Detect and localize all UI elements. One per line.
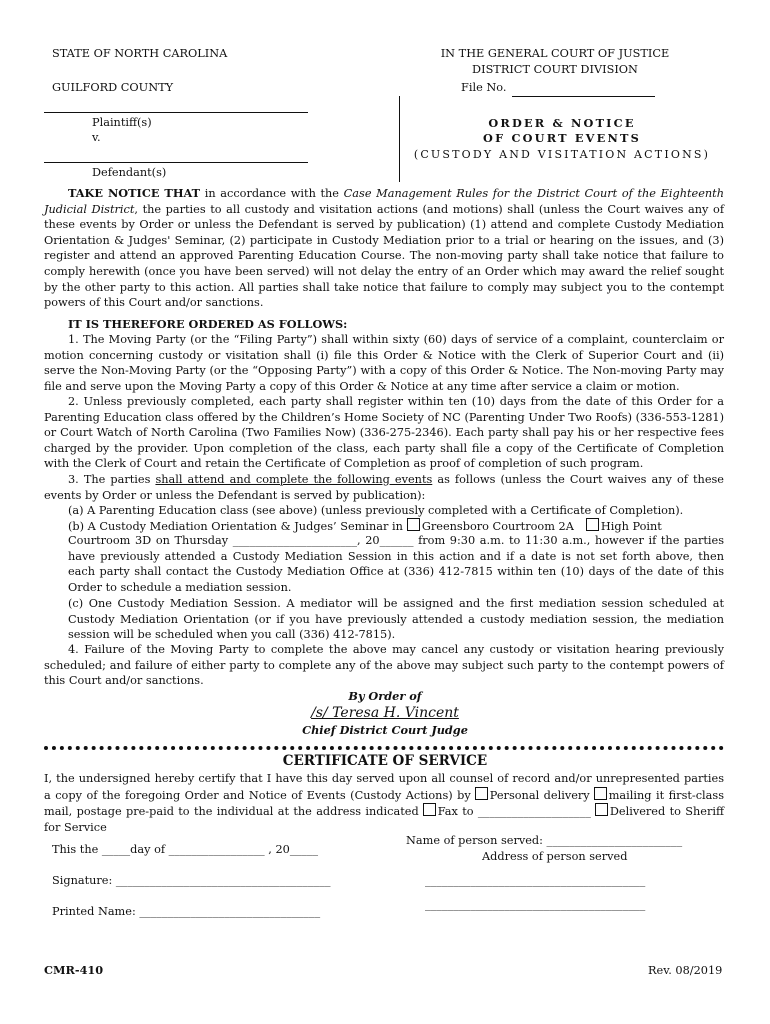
caption-divider	[399, 96, 400, 182]
cut-line-divider	[44, 746, 724, 750]
court-name: IN THE GENERAL COURT OF JUSTICE	[440, 47, 670, 60]
address-line-2-field[interactable]: _______________________________________	[425, 898, 646, 911]
attend-events-underlined: shall attend and complete the following events	[155, 473, 433, 486]
sub-item-c: (c) One Custody Mediation Session. A mediator will be assigned and the first mediation session scheduled at Custody Mediation Orientation (or if you have previously attended a custody mediation session, the mediation session will be scheduled when you call (336) 412-7815).	[68, 597, 724, 641]
state-label: STATE OF NORTH CAROLINA	[52, 47, 228, 60]
sub-item-a: (a) A Parenting Education class (see above) (unless previously completed with a Certificate of Completion).	[68, 504, 684, 517]
file-no-field[interactable]	[512, 96, 655, 97]
plaintiff-label: Plaintiff(s)	[92, 116, 152, 129]
certificate-text: I, the undersigned hereby certify that I have this day served upon all counsel of record and/or unrepresented parties a copy of the foregoing Order and Notice of Events (Custody Actions) by Personal delivery mailing it first-class mail, postage pre-paid to the individual at the address indicated Fax to ____________________ Delivered to Sheriff for Service	[44, 772, 725, 834]
fax-checkbox[interactable]	[423, 803, 436, 816]
address-served-label: Address of person served	[482, 850, 628, 863]
personal-delivery-checkbox[interactable]	[475, 787, 488, 800]
order-title-line1: ORDER & NOTICE	[488, 116, 636, 130]
judge-title: Chief District Court Judge	[302, 723, 468, 737]
court-division: DISTRICT COURT DIVISION	[472, 63, 638, 76]
take-notice-paragraph: TAKE NOTICE THAT in accordance with the Case Management Rules for the District Court of the Eighteenth Judicial District, the parties to all custody and visitation actions (and motions) shall (unless the Court waives any of these events by Order or unless the Defendant is served by publication) (1) attend and complete Custody Mediation Orientation & Judges' Seminar, (2) participate in Custody Mediation prior to a trial or hearing on the issues, and (3) register and attend an approved Parenting Education Course. The non-moving party shall take notice that failure to comply herewith (once you have been served) will not delay the entry of an Order which may award the relief sought by the other party to this action. All parties shall take notice that failure to comply may subject you to the contempt powers of this Court and/or sanctions.	[44, 186, 724, 310]
order-item-1: 1. The Moving Party (or the “Filing Party”) shall within sixty (60) days of service of a complaint, counterclaim or motion concerning custody or visitation shall (i) file this Order & Notice with the Clerk of Superior Court and (ii) serve the Non-Moving Party (or the “Opposing Party”) with a copy of this Order & Notice. The Non-moving Party may file and serve upon the Moving Party a copy of this Order & Notice at any time after service a claim or motion.	[44, 333, 724, 393]
form-number: CMR-410	[44, 963, 104, 977]
mail-checkbox[interactable]	[594, 787, 607, 800]
judge-signature: /s/ Teresa H. Vincent	[311, 705, 459, 721]
file-no-label: File No.	[461, 81, 507, 94]
take-notice-lead: TAKE NOTICE THAT	[68, 186, 201, 200]
high-point-checkbox[interactable]	[586, 518, 599, 531]
order-title-line3: (CUSTODY AND VISITATION ACTIONS)	[413, 148, 711, 161]
sub-item-b-text: Courtroom 3D on Thursday ______________________, 20______ from 9:30 a.m. to 11:30 a.m., however if the parties have previously attended a Custody Mediation Session in this action and if a date is not set forth above, then each party shall contact the Custody Mediation Office at (336) 412-7815 within ten (10) days of the date of this Order to schedule a mediation session.	[68, 534, 724, 594]
printed-name-field[interactable]: Printed Name: ________________________________	[52, 905, 321, 918]
greensboro-option-label: Greensboro Courtroom 2A	[421, 520, 574, 533]
by-order-label: By Order of	[348, 689, 422, 703]
this-the-date-field[interactable]: This the _____day of _________________ , 20_____	[52, 843, 319, 856]
sub-item-b-line1: (b) A Custody Mediation Orientation & Judges’ Seminar in Greensboro Courtroom 2A High Point	[68, 520, 662, 533]
order-title-line2: OF COURT EVENTS	[483, 131, 641, 145]
ordered-heading: IT IS THEREFORE ORDERED AS FOLLOWS:	[68, 317, 348, 331]
defendant-name-field[interactable]	[44, 162, 308, 163]
name-served-field[interactable]: Name of person served: ________________________	[406, 834, 683, 847]
certificate-heading: CERTIFICATE OF SERVICE	[282, 753, 488, 769]
sheriff-checkbox[interactable]	[595, 803, 608, 816]
signature-field[interactable]: Signature: ______________________________________	[52, 874, 331, 887]
order-item-3: 3. The parties shall attend and complete the following events as follows (unless the Court waives any of these events by Order or unless the Defendant is served by publication):	[44, 473, 724, 502]
plaintiff-name-field[interactable]	[44, 112, 308, 113]
order-item-2: 2. Unless previously completed, each party shall register within ten (10) days from the date of this Order for a Parenting Education class offered by the Children’s Home Society of NC (Parenting Under Two Roofs) (336-553-1281) or Court Watch of North Carolina (Two Families Now) (336-275-2346). Each party shall pay his or her respective fees charged by the provider. Upon completion of the class, each party shall file a copy of the Certificate of Completion with the Clerk of Court and retain the Certificate of Completion as proof of completion of such program.	[44, 395, 724, 471]
case-rules-title: Case Management Rules for the District Court of the Eighteenth Judicial District	[44, 187, 724, 216]
order-item-4: 4. Failure of the Moving Party to complete the above may cancel any custody or visitation hearing previously scheduled; and failure of either party to complete any of the above may subject such party to the contempt powers of this Court and/or sanctions.	[44, 643, 724, 688]
versus-label: v.	[92, 131, 101, 144]
address-line-1-field[interactable]: _______________________________________	[425, 874, 646, 887]
revision-date: Rev. 08/2019	[648, 964, 723, 977]
county-label: GUILFORD COUNTY	[52, 81, 174, 94]
defendant-label: Defendant(s)	[92, 166, 167, 179]
high-point-option-label: High Point	[600, 520, 662, 533]
greensboro-checkbox[interactable]	[407, 518, 420, 531]
